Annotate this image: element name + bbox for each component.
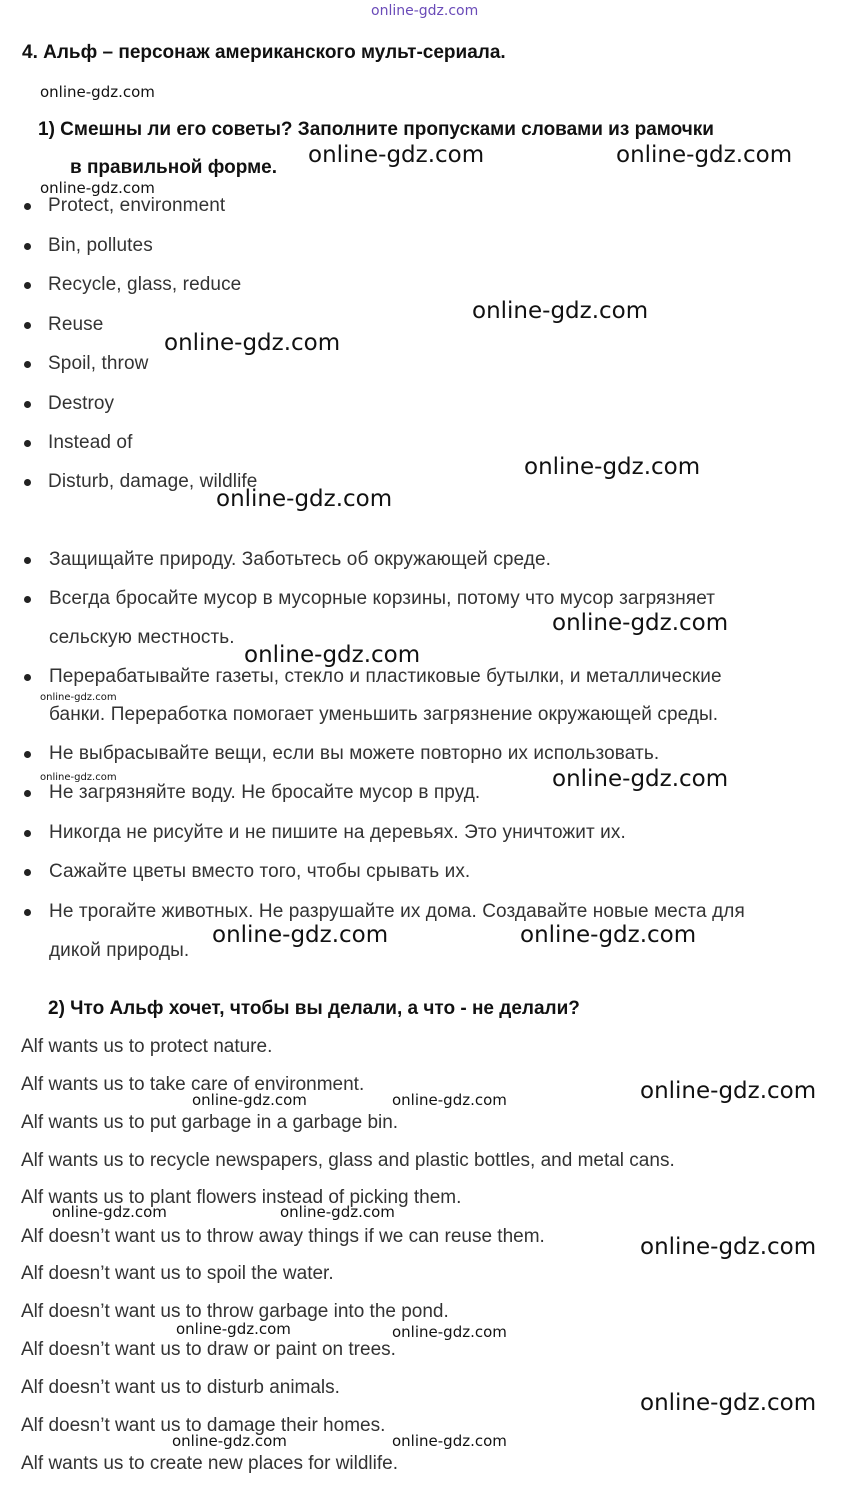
translation-line: Сажайте цветы вместо того, чтобы срывать их. bbox=[49, 861, 471, 882]
header-watermark: online-gdz.com bbox=[371, 3, 479, 19]
watermark: online-gdz.com bbox=[40, 692, 117, 703]
watermark: online-gdz.com bbox=[472, 298, 649, 324]
bullet-icon bbox=[24, 790, 31, 797]
watermark: online-gdz.com bbox=[520, 922, 697, 948]
watermark: online-gdz.com bbox=[172, 1432, 287, 1450]
watermark: online-gdz.com bbox=[176, 1320, 291, 1338]
watermark: online-gdz.com bbox=[216, 486, 393, 512]
bullet-icon bbox=[24, 203, 31, 210]
answer-item: Recycle, glass, reduce bbox=[48, 274, 242, 295]
sentence: Alf wants us to protect nature. bbox=[21, 1036, 273, 1057]
bullet-icon bbox=[24, 361, 31, 368]
sentence: Alf doesn’t want us to disturb animals. bbox=[21, 1377, 340, 1398]
watermark: online-gdz.com bbox=[392, 1323, 507, 1341]
subtask1-heading-line1: 1) Смешны ли его советы? Заполните пропусками словами из рамочки bbox=[38, 119, 714, 140]
answer-item: Instead of bbox=[48, 432, 133, 453]
translation-line: сельскую местность. bbox=[49, 627, 235, 648]
bullet-icon bbox=[24, 557, 31, 564]
bullet-icon bbox=[24, 243, 31, 250]
sentence: Alf wants us to plant flowers instead of picking them. bbox=[21, 1187, 462, 1208]
watermark: online-gdz.com bbox=[392, 1432, 507, 1450]
bullet-icon bbox=[24, 909, 31, 916]
watermark: online-gdz.com bbox=[280, 1203, 395, 1221]
sentence: Alf doesn’t want us to throw garbage into the pond. bbox=[21, 1301, 449, 1322]
sentence: Alf wants us to recycle newspapers, glass and plastic bottles, and metal cans. bbox=[21, 1150, 675, 1171]
translation-line: Защищайте природу. Заботьтесь об окружающей среде. bbox=[49, 549, 552, 570]
answer-item: Destroy bbox=[48, 393, 115, 414]
watermark: online-gdz.com bbox=[640, 1234, 817, 1260]
subtask2-heading: 2) Что Альф хочет, чтобы вы делали, а что - не делали? bbox=[48, 998, 580, 1019]
watermark: online-gdz.com bbox=[52, 1203, 167, 1221]
sentence: Alf doesn’t want us to draw or paint on trees. bbox=[21, 1339, 396, 1360]
sentence: Alf doesn’t want us to damage their homes. bbox=[21, 1415, 386, 1436]
sentence: Alf doesn’t want us to spoil the water. bbox=[21, 1263, 334, 1284]
translation-line: банки. Переработка помогает уменьшить загрязнение окружающей среды. bbox=[49, 704, 719, 725]
translation-line: Никогда не рисуйте и не пишите на деревьях. Это уничтожит их. bbox=[49, 822, 626, 843]
translation-line: Не загрязняйте воду. Не бросайте мусор в пруд. bbox=[49, 782, 481, 803]
translation-line: Не выбрасывайте вещи, если вы можете повторно их использовать. bbox=[49, 743, 660, 764]
watermark: online-gdz.com bbox=[192, 1091, 307, 1109]
translation-line: дикой природы. bbox=[49, 940, 190, 961]
watermark: online-gdz.com bbox=[40, 179, 155, 197]
bullet-icon bbox=[24, 479, 31, 486]
watermark: online-gdz.com bbox=[616, 142, 793, 168]
answer-item: Reuse bbox=[48, 314, 104, 335]
bullet-icon bbox=[24, 322, 31, 329]
bullet-icon bbox=[24, 869, 31, 876]
answer-item: Bin, pollutes bbox=[48, 235, 153, 256]
bullet-icon bbox=[24, 282, 31, 289]
bullet-icon bbox=[24, 674, 31, 681]
answer-item: Disturb, damage, wildlife bbox=[48, 471, 258, 492]
translation-line: Не трогайте животных. Не разрушайте их дома. Создавайте новые места для bbox=[49, 901, 745, 922]
task-title: 4. Альф – персонаж американского мульт-сериала. bbox=[22, 42, 506, 63]
watermark: online-gdz.com bbox=[40, 772, 117, 783]
bullet-icon bbox=[24, 751, 31, 758]
watermark: online-gdz.com bbox=[524, 454, 701, 480]
sentence: Alf doesn’t want us to throw away things if we can reuse them. bbox=[21, 1226, 545, 1247]
translation-line: Всегда бросайте мусор в мусорные корзины, потому что мусор загрязняет bbox=[49, 588, 716, 609]
bullet-icon bbox=[24, 440, 31, 447]
watermark: online-gdz.com bbox=[212, 922, 389, 948]
watermark: online-gdz.com bbox=[164, 330, 341, 356]
sentence: Alf wants us to create new places for wildlife. bbox=[21, 1453, 399, 1474]
answer-item: Protect, environment bbox=[48, 195, 226, 216]
subtask1-heading-line2: в правильной форме. bbox=[70, 157, 277, 178]
translation-line: Перерабатывайте газеты, стекло и пластиковые бутылки, и металлические bbox=[49, 666, 722, 687]
watermark: online-gdz.com bbox=[244, 642, 421, 668]
bullet-icon bbox=[24, 596, 31, 603]
watermark: online-gdz.com bbox=[552, 766, 729, 792]
sentence: Alf wants us to take care of environment. bbox=[21, 1074, 365, 1095]
watermark: online-gdz.com bbox=[308, 142, 485, 168]
watermark: online-gdz.com bbox=[552, 610, 729, 636]
bullet-icon bbox=[24, 401, 31, 408]
answer-item: Spoil, throw bbox=[48, 353, 149, 374]
watermark: online-gdz.com bbox=[640, 1078, 817, 1104]
watermark: online-gdz.com bbox=[640, 1390, 817, 1416]
watermark: online-gdz.com bbox=[40, 83, 155, 101]
sentence: Alf wants us to put garbage in a garbage bin. bbox=[21, 1112, 399, 1133]
bullet-icon bbox=[24, 830, 31, 837]
watermark: online-gdz.com bbox=[392, 1091, 507, 1109]
